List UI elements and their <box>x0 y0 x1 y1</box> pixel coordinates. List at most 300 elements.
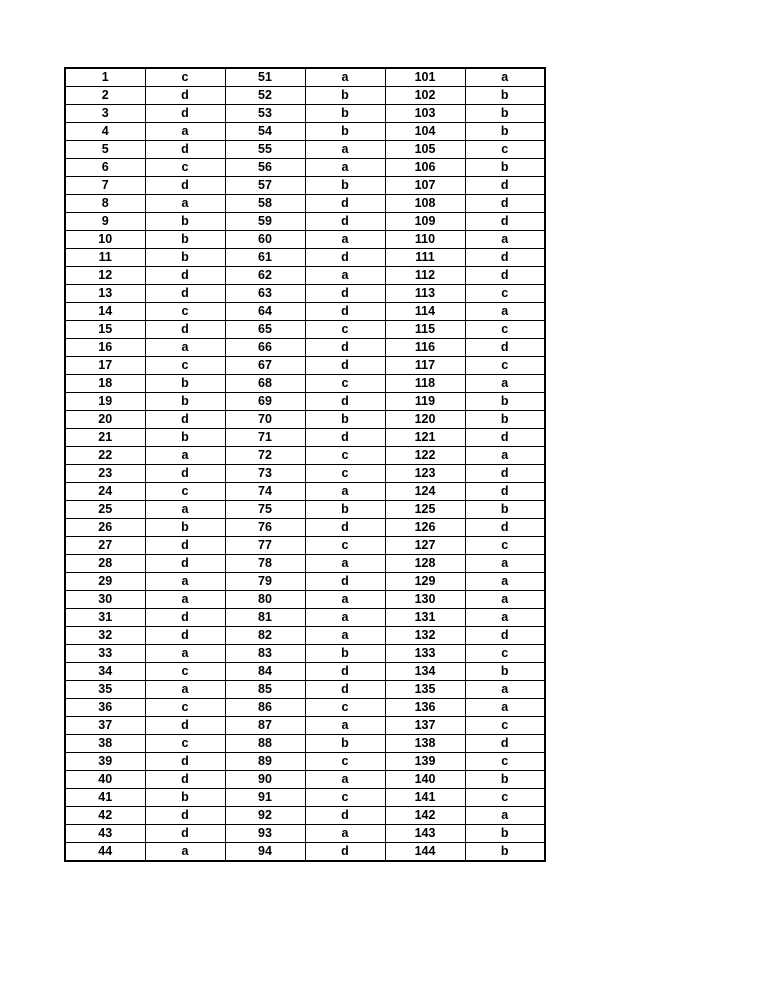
answer-cell: c <box>305 465 385 483</box>
question-number-cell: 90 <box>225 771 305 789</box>
answer-cell: b <box>145 789 225 807</box>
answer-cell: a <box>305 609 385 627</box>
question-number-cell: 106 <box>385 159 465 177</box>
table-row <box>65 447 545 465</box>
answer-cell: c <box>145 357 225 375</box>
answer-cell: d <box>305 339 385 357</box>
question-number-cell: 58 <box>225 195 305 213</box>
answer-cell: d <box>305 681 385 699</box>
answer-cell: d <box>305 843 385 862</box>
table-row <box>65 123 545 141</box>
answer-cell: a <box>305 231 385 249</box>
question-number-cell: 101 <box>385 68 465 87</box>
question-number-cell: 116 <box>385 339 465 357</box>
answer-cell: b <box>465 663 545 681</box>
question-number-cell: 120 <box>385 411 465 429</box>
answer-cell: d <box>145 717 225 735</box>
question-number-cell: 137 <box>385 717 465 735</box>
question-number-cell: 143 <box>385 825 465 843</box>
question-number-cell: 73 <box>225 465 305 483</box>
answer-cell: b <box>145 519 225 537</box>
answer-cell: d <box>145 771 225 789</box>
question-number-cell: 139 <box>385 753 465 771</box>
answer-cell: a <box>465 303 545 321</box>
answer-cell: d <box>305 573 385 591</box>
question-number-cell: 109 <box>385 213 465 231</box>
answer-cell: d <box>145 537 225 555</box>
question-number-cell: 118 <box>385 375 465 393</box>
question-number-cell: 74 <box>225 483 305 501</box>
answer-cell: a <box>145 843 225 862</box>
answer-cell: a <box>305 717 385 735</box>
answer-cell: c <box>305 699 385 717</box>
answer-cell: a <box>145 591 225 609</box>
answer-cell: d <box>305 195 385 213</box>
answer-cell: a <box>145 681 225 699</box>
question-number-cell: 12 <box>65 267 145 285</box>
answer-cell: c <box>465 789 545 807</box>
answer-cell: b <box>465 825 545 843</box>
question-number-cell: 141 <box>385 789 465 807</box>
table-row <box>65 591 545 609</box>
table-row <box>65 465 545 483</box>
question-number-cell: 25 <box>65 501 145 519</box>
table-row <box>65 843 545 862</box>
question-number-cell: 107 <box>385 177 465 195</box>
answer-cell: c <box>145 68 225 87</box>
question-number-cell: 22 <box>65 447 145 465</box>
answer-cell: b <box>305 123 385 141</box>
table-row <box>65 789 545 807</box>
answer-cell: d <box>145 411 225 429</box>
table-row <box>65 537 545 555</box>
question-number-cell: 27 <box>65 537 145 555</box>
question-number-cell: 103 <box>385 105 465 123</box>
answer-cell: c <box>145 663 225 681</box>
question-number-cell: 111 <box>385 249 465 267</box>
question-number-cell: 36 <box>65 699 145 717</box>
answer-cell: d <box>465 267 545 285</box>
question-number-cell: 132 <box>385 627 465 645</box>
question-number-cell: 30 <box>65 591 145 609</box>
answer-cell: b <box>305 105 385 123</box>
answer-cell: d <box>145 627 225 645</box>
answer-cell: a <box>145 339 225 357</box>
answer-cell: b <box>465 411 545 429</box>
question-number-cell: 124 <box>385 483 465 501</box>
answer-cell: c <box>145 699 225 717</box>
answer-cell: c <box>465 645 545 663</box>
answer-cell: c <box>465 321 545 339</box>
question-number-cell: 64 <box>225 303 305 321</box>
answer-cell: c <box>465 537 545 555</box>
question-number-cell: 63 <box>225 285 305 303</box>
question-number-cell: 5 <box>65 141 145 159</box>
question-number-cell: 9 <box>65 213 145 231</box>
answer-cell: d <box>465 519 545 537</box>
question-number-cell: 16 <box>65 339 145 357</box>
question-number-cell: 119 <box>385 393 465 411</box>
answer-cell: d <box>145 465 225 483</box>
table-row <box>65 609 545 627</box>
answer-cell: d <box>465 213 545 231</box>
question-number-cell: 78 <box>225 555 305 573</box>
table-row <box>65 555 545 573</box>
table-row <box>65 339 545 357</box>
table-row <box>65 681 545 699</box>
question-number-cell: 89 <box>225 753 305 771</box>
question-number-cell: 29 <box>65 573 145 591</box>
answer-cell: d <box>465 177 545 195</box>
question-number-cell: 37 <box>65 717 145 735</box>
question-number-cell: 127 <box>385 537 465 555</box>
answer-cell: a <box>465 591 545 609</box>
table-row <box>65 285 545 303</box>
question-number-cell: 1 <box>65 68 145 87</box>
question-number-cell: 84 <box>225 663 305 681</box>
answer-cell: a <box>305 159 385 177</box>
answer-cell: a <box>465 231 545 249</box>
answer-cell: a <box>145 573 225 591</box>
question-number-cell: 69 <box>225 393 305 411</box>
answer-cell: b <box>305 501 385 519</box>
answer-cell: b <box>465 843 545 862</box>
answer-cell: a <box>145 195 225 213</box>
answer-cell: b <box>305 735 385 753</box>
question-number-cell: 114 <box>385 303 465 321</box>
answer-cell: a <box>305 771 385 789</box>
answer-cell: b <box>145 231 225 249</box>
answer-cell: d <box>465 249 545 267</box>
answer-cell: a <box>465 68 545 87</box>
answer-cell: b <box>305 645 385 663</box>
question-number-cell: 15 <box>65 321 145 339</box>
question-number-cell: 117 <box>385 357 465 375</box>
question-number-cell: 121 <box>385 429 465 447</box>
answer-cell: a <box>465 609 545 627</box>
question-number-cell: 65 <box>225 321 305 339</box>
question-number-cell: 75 <box>225 501 305 519</box>
question-number-cell: 60 <box>225 231 305 249</box>
answer-cell: a <box>465 375 545 393</box>
question-number-cell: 41 <box>65 789 145 807</box>
table-row <box>65 393 545 411</box>
question-number-cell: 92 <box>225 807 305 825</box>
table-row <box>65 501 545 519</box>
question-number-cell: 40 <box>65 771 145 789</box>
question-number-cell: 72 <box>225 447 305 465</box>
question-number-cell: 21 <box>65 429 145 447</box>
answer-cell: c <box>465 357 545 375</box>
answer-cell: d <box>145 285 225 303</box>
table-row <box>65 663 545 681</box>
table-row <box>65 267 545 285</box>
answer-cell: d <box>465 735 545 753</box>
question-number-cell: 80 <box>225 591 305 609</box>
question-number-cell: 83 <box>225 645 305 663</box>
question-number-cell: 82 <box>225 627 305 645</box>
answer-cell: b <box>305 411 385 429</box>
question-number-cell: 128 <box>385 555 465 573</box>
question-number-cell: 115 <box>385 321 465 339</box>
question-number-cell: 122 <box>385 447 465 465</box>
question-number-cell: 19 <box>65 393 145 411</box>
question-number-cell: 53 <box>225 105 305 123</box>
answer-cell: d <box>145 105 225 123</box>
question-number-cell: 26 <box>65 519 145 537</box>
answer-cell: b <box>465 393 545 411</box>
table-row <box>65 357 545 375</box>
answer-cell: b <box>305 177 385 195</box>
answer-cell: d <box>465 195 545 213</box>
question-number-cell: 32 <box>65 627 145 645</box>
table-row <box>65 177 545 195</box>
question-number-cell: 31 <box>65 609 145 627</box>
question-number-cell: 87 <box>225 717 305 735</box>
answer-cell: a <box>465 681 545 699</box>
answer-cell: a <box>305 555 385 573</box>
question-number-cell: 86 <box>225 699 305 717</box>
table-row <box>65 717 545 735</box>
table-row <box>65 303 545 321</box>
answer-cell: b <box>465 771 545 789</box>
answer-cell: d <box>305 303 385 321</box>
answer-cell: a <box>465 699 545 717</box>
answer-cell: b <box>465 87 545 105</box>
answer-cell: a <box>145 645 225 663</box>
table-row <box>65 573 545 591</box>
answer-cell: c <box>145 735 225 753</box>
answer-cell: d <box>145 807 225 825</box>
answer-cell: d <box>305 213 385 231</box>
question-number-cell: 39 <box>65 753 145 771</box>
table-row <box>65 735 545 753</box>
question-number-cell: 70 <box>225 411 305 429</box>
answer-cell: c <box>465 753 545 771</box>
table-row <box>65 807 545 825</box>
question-number-cell: 125 <box>385 501 465 519</box>
question-number-cell: 8 <box>65 195 145 213</box>
answer-cell: c <box>305 447 385 465</box>
question-number-cell: 91 <box>225 789 305 807</box>
question-number-cell: 77 <box>225 537 305 555</box>
table-row <box>65 627 545 645</box>
answer-cell: d <box>465 339 545 357</box>
answer-cell: c <box>305 375 385 393</box>
answer-cell: d <box>465 627 545 645</box>
question-number-cell: 17 <box>65 357 145 375</box>
question-number-cell: 33 <box>65 645 145 663</box>
question-number-cell: 126 <box>385 519 465 537</box>
question-number-cell: 18 <box>65 375 145 393</box>
question-number-cell: 71 <box>225 429 305 447</box>
question-number-cell: 79 <box>225 573 305 591</box>
table-row <box>65 87 545 105</box>
question-number-cell: 10 <box>65 231 145 249</box>
answer-cell: d <box>145 141 225 159</box>
answer-key-table <box>64 67 546 862</box>
question-number-cell: 3 <box>65 105 145 123</box>
question-number-cell: 62 <box>225 267 305 285</box>
answer-cell: b <box>145 375 225 393</box>
answer-cell: a <box>305 141 385 159</box>
question-number-cell: 85 <box>225 681 305 699</box>
answer-cell: a <box>305 68 385 87</box>
table-row <box>65 429 545 447</box>
table-row <box>65 105 545 123</box>
question-number-cell: 51 <box>225 68 305 87</box>
question-number-cell: 56 <box>225 159 305 177</box>
question-number-cell: 34 <box>65 663 145 681</box>
question-number-cell: 144 <box>385 843 465 862</box>
table-row <box>65 68 545 87</box>
answer-cell: b <box>145 429 225 447</box>
question-number-cell: 7 <box>65 177 145 195</box>
answer-cell: d <box>145 825 225 843</box>
answer-cell: a <box>305 627 385 645</box>
question-number-cell: 59 <box>225 213 305 231</box>
answer-cell: d <box>305 249 385 267</box>
table-row <box>65 645 545 663</box>
answer-cell: d <box>305 429 385 447</box>
answer-cell: b <box>305 87 385 105</box>
question-number-cell: 76 <box>225 519 305 537</box>
question-number-cell: 13 <box>65 285 145 303</box>
table-row <box>65 411 545 429</box>
answer-cell: c <box>465 141 545 159</box>
question-number-cell: 110 <box>385 231 465 249</box>
question-number-cell: 142 <box>385 807 465 825</box>
answer-cell: d <box>145 609 225 627</box>
answer-cell: a <box>465 555 545 573</box>
answer-cell: d <box>305 393 385 411</box>
table-row <box>65 159 545 177</box>
answer-cell: d <box>465 483 545 501</box>
question-number-cell: 35 <box>65 681 145 699</box>
table-row <box>65 825 545 843</box>
question-number-cell: 136 <box>385 699 465 717</box>
answer-cell: d <box>145 753 225 771</box>
answer-cell: c <box>465 717 545 735</box>
question-number-cell: 28 <box>65 555 145 573</box>
answer-cell: b <box>145 249 225 267</box>
question-number-cell: 131 <box>385 609 465 627</box>
question-number-cell: 52 <box>225 87 305 105</box>
answer-cell: c <box>305 753 385 771</box>
question-number-cell: 138 <box>385 735 465 753</box>
question-number-cell: 123 <box>385 465 465 483</box>
answer-cell: d <box>305 357 385 375</box>
answer-cell: a <box>305 267 385 285</box>
answer-cell: d <box>145 267 225 285</box>
answer-cell: c <box>305 321 385 339</box>
answer-cell: a <box>305 825 385 843</box>
table-row <box>65 771 545 789</box>
question-number-cell: 133 <box>385 645 465 663</box>
question-number-cell: 93 <box>225 825 305 843</box>
question-number-cell: 14 <box>65 303 145 321</box>
question-number-cell: 4 <box>65 123 145 141</box>
answer-cell: d <box>145 177 225 195</box>
answer-cell: a <box>465 807 545 825</box>
answer-cell: a <box>145 123 225 141</box>
question-number-cell: 113 <box>385 285 465 303</box>
answer-key-body <box>65 68 545 861</box>
answer-cell: d <box>465 465 545 483</box>
question-number-cell: 105 <box>385 141 465 159</box>
answer-cell: c <box>305 537 385 555</box>
question-number-cell: 2 <box>65 87 145 105</box>
question-number-cell: 11 <box>65 249 145 267</box>
question-number-cell: 112 <box>385 267 465 285</box>
table-row <box>65 231 545 249</box>
answer-cell: b <box>465 159 545 177</box>
answer-cell: d <box>465 429 545 447</box>
answer-cell: c <box>145 159 225 177</box>
answer-cell: b <box>465 123 545 141</box>
question-number-cell: 88 <box>225 735 305 753</box>
answer-cell: b <box>465 105 545 123</box>
question-number-cell: 102 <box>385 87 465 105</box>
answer-cell: b <box>145 213 225 231</box>
question-number-cell: 55 <box>225 141 305 159</box>
table-row <box>65 321 545 339</box>
answer-cell: a <box>465 573 545 591</box>
question-number-cell: 6 <box>65 159 145 177</box>
question-number-cell: 38 <box>65 735 145 753</box>
question-number-cell: 54 <box>225 123 305 141</box>
answer-cell: b <box>465 501 545 519</box>
answer-cell: c <box>465 285 545 303</box>
question-number-cell: 44 <box>65 843 145 862</box>
answer-cell: c <box>145 483 225 501</box>
question-number-cell: 43 <box>65 825 145 843</box>
question-number-cell: 57 <box>225 177 305 195</box>
question-number-cell: 23 <box>65 465 145 483</box>
question-number-cell: 20 <box>65 411 145 429</box>
answer-cell: d <box>305 663 385 681</box>
table-row <box>65 213 545 231</box>
question-number-cell: 94 <box>225 843 305 862</box>
answer-cell: d <box>145 87 225 105</box>
answer-cell: a <box>145 501 225 519</box>
question-number-cell: 61 <box>225 249 305 267</box>
table-row <box>65 375 545 393</box>
table-row <box>65 519 545 537</box>
question-number-cell: 130 <box>385 591 465 609</box>
table-row <box>65 249 545 267</box>
table-row <box>65 195 545 213</box>
table-row <box>65 699 545 717</box>
answer-cell: b <box>145 393 225 411</box>
answer-cell: d <box>145 321 225 339</box>
question-number-cell: 66 <box>225 339 305 357</box>
table-row <box>65 483 545 501</box>
question-number-cell: 135 <box>385 681 465 699</box>
table-row <box>65 141 545 159</box>
question-number-cell: 81 <box>225 609 305 627</box>
answer-cell: a <box>145 447 225 465</box>
answer-cell: d <box>305 519 385 537</box>
question-number-cell: 104 <box>385 123 465 141</box>
answer-cell: d <box>145 555 225 573</box>
question-number-cell: 129 <box>385 573 465 591</box>
table-row <box>65 753 545 771</box>
question-number-cell: 134 <box>385 663 465 681</box>
answer-cell: a <box>465 447 545 465</box>
answer-cell: c <box>145 303 225 321</box>
answer-cell: a <box>305 591 385 609</box>
